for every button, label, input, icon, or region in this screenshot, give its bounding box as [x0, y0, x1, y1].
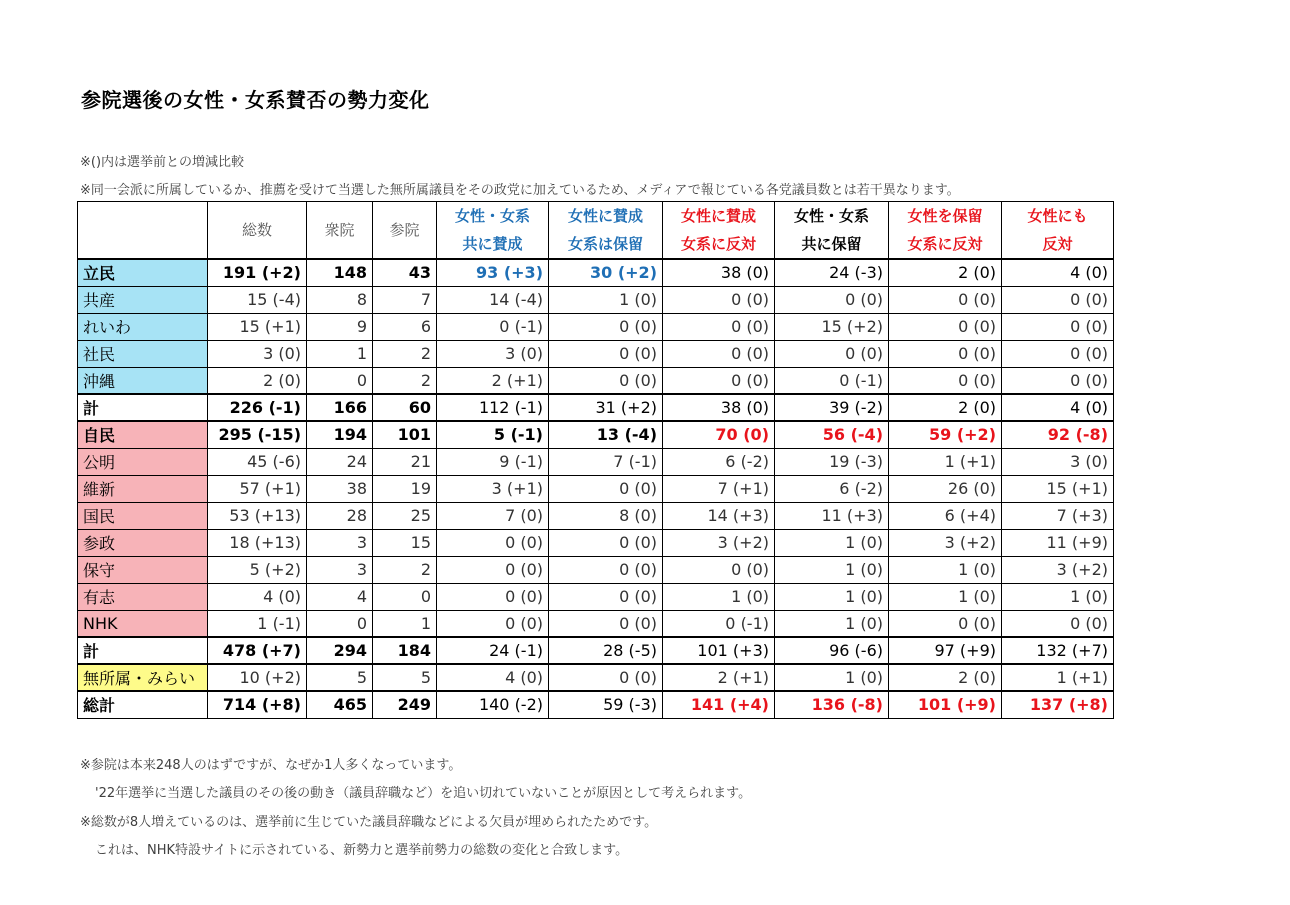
both-pending-cell: 24 (-3): [775, 259, 889, 286]
both-approve-cell: 0 (0): [437, 529, 549, 556]
female-approve-lineage-oppose-cell: 38 (0): [663, 259, 775, 286]
upper-house-count-cell: 15: [373, 529, 437, 556]
upper-house-count-cell: 25: [373, 502, 437, 529]
female-approve-lineage-oppose-cell: 101 (+3): [663, 637, 775, 664]
header-upper-house: 参院: [373, 202, 437, 260]
upper-house-count-cell: 19: [373, 475, 437, 502]
female-approve-lineage-pending-cell: 13 (-4): [549, 421, 663, 448]
both-approve-cell: 4 (0): [437, 664, 549, 691]
female-pending-lineage-oppose-cell: 0 (0): [889, 610, 1002, 637]
female-pending-lineage-oppose-cell: 0 (0): [889, 313, 1002, 340]
female-approve-lineage-oppose-cell: 0 (0): [663, 340, 775, 367]
footnote-total: ※総数が8人増えているのは、選挙前に生じていた議員辞職などによる欠員が埋められたためです。: [80, 815, 658, 830]
total-count-cell: 295 (-15): [208, 421, 307, 448]
female-approve-lineage-oppose-cell: 70 (0): [663, 421, 775, 448]
header-both-oppose: [1002, 202, 1114, 260]
party-name-cell: 社民: [78, 340, 208, 367]
female-approve-lineage-pending-cell: 59 (-3): [549, 691, 663, 718]
header-female-pending-lineage-oppose: [889, 202, 1002, 260]
both-oppose-cell: 0 (0): [1002, 340, 1114, 367]
party-name-cell: 国民: [78, 502, 208, 529]
note-methodology: ※同一会派に所属しているか、推薦を受けて当選した無所属議員をその政党に加えているため、メディアで報じている各党議員数とは若干異なります。: [80, 183, 960, 198]
subtotal-row: [78, 637, 1114, 664]
header-female-approve-lineage-pending: [549, 202, 663, 260]
both-pending-cell: 1 (0): [775, 529, 889, 556]
female-approve-lineage-oppose-cell: 14 (+3): [663, 502, 775, 529]
female-pending-lineage-oppose-cell: 59 (+2): [889, 421, 1002, 448]
female-approve-lineage-oppose-cell: 0 (0): [663, 556, 775, 583]
total-count-cell: 191 (+2): [208, 259, 307, 286]
table-row: [78, 583, 1114, 610]
header-line: 女性・女系: [793, 207, 869, 225]
header-line: 共に賛成: [462, 235, 523, 253]
female-approve-lineage-oppose-cell: 3 (+2): [663, 529, 775, 556]
female-approve-lineage-pending-cell: 8 (0): [549, 502, 663, 529]
table-row: [78, 664, 1114, 691]
upper-house-count-cell: 60: [373, 394, 437, 421]
both-oppose-cell: 132 (+7): [1002, 637, 1114, 664]
both-oppose-cell: 1 (+1): [1002, 664, 1114, 691]
party-name-cell: 無所属・みらい: [78, 664, 208, 691]
both-pending-cell: 1 (0): [775, 583, 889, 610]
table-row: [78, 421, 1114, 448]
female-approve-lineage-pending-cell: 0 (0): [549, 340, 663, 367]
both-approve-cell: 0 (0): [437, 583, 549, 610]
upper-house-count-cell: 7: [373, 286, 437, 313]
table-row: [78, 286, 1114, 313]
header-line: 女性に賛成: [567, 207, 643, 225]
both-approve-cell: 2 (+1): [437, 367, 549, 394]
header-total: 総数: [208, 202, 307, 260]
total-count-cell: 57 (+1): [208, 475, 307, 502]
both-approve-cell: 140 (-2): [437, 691, 549, 718]
total-count-cell: 15 (+1): [208, 313, 307, 340]
party-name-cell: 有志: [78, 583, 208, 610]
both-oppose-cell: 0 (0): [1002, 610, 1114, 637]
both-approve-cell: 93 (+3): [437, 259, 549, 286]
female-approve-lineage-oppose-cell: 7 (+1): [663, 475, 775, 502]
female-pending-lineage-oppose-cell: 6 (+4): [889, 502, 1002, 529]
party-name-cell: 維新: [78, 475, 208, 502]
lower-house-count-cell: 0: [307, 610, 373, 637]
female-approve-lineage-oppose-cell: 6 (-2): [663, 448, 775, 475]
party-table: [77, 201, 1114, 719]
party-name-cell: 共産: [78, 286, 208, 313]
both-pending-cell: 0 (0): [775, 340, 889, 367]
both-approve-cell: 3 (0): [437, 340, 549, 367]
both-oppose-cell: 4 (0): [1002, 259, 1114, 286]
header-line: 共に保留: [801, 235, 862, 253]
lower-house-count-cell: 4: [307, 583, 373, 610]
female-pending-lineage-oppose-cell: 0 (0): [889, 367, 1002, 394]
header-line: 女系に反対: [680, 235, 756, 253]
female-approve-lineage-pending-cell: 0 (0): [549, 313, 663, 340]
total-count-cell: 3 (0): [208, 340, 307, 367]
both-pending-cell: 39 (-2): [775, 394, 889, 421]
female-pending-lineage-oppose-cell: 0 (0): [889, 286, 1002, 313]
lower-house-count-cell: 28: [307, 502, 373, 529]
female-pending-lineage-oppose-cell: 0 (0): [889, 340, 1002, 367]
upper-house-count-cell: 184: [373, 637, 437, 664]
both-oppose-cell: 0 (0): [1002, 367, 1114, 394]
both-approve-cell: 112 (-1): [437, 394, 549, 421]
header-row: [78, 202, 1114, 260]
total-count-cell: 15 (-4): [208, 286, 307, 313]
both-pending-cell: 11 (+3): [775, 502, 889, 529]
female-approve-lineage-pending-cell: 0 (0): [549, 556, 663, 583]
header-lower-house: 衆院: [307, 202, 373, 260]
female-approve-lineage-pending-cell: 0 (0): [549, 367, 663, 394]
header-female-approve-lineage-oppose: [663, 202, 775, 260]
both-pending-cell: 0 (0): [775, 286, 889, 313]
both-oppose-cell: 15 (+1): [1002, 475, 1114, 502]
both-pending-cell: 6 (-2): [775, 475, 889, 502]
party-name-cell: NHK: [78, 610, 208, 637]
both-oppose-cell: 0 (0): [1002, 286, 1114, 313]
female-approve-lineage-pending-cell: 0 (0): [549, 610, 663, 637]
lower-house-count-cell: 3: [307, 529, 373, 556]
total-count-cell: 5 (+2): [208, 556, 307, 583]
grand-total-row: [78, 691, 1114, 718]
lower-house-count-cell: 1: [307, 340, 373, 367]
female-approve-lineage-oppose-cell: 141 (+4): [663, 691, 775, 718]
female-approve-lineage-oppose-cell: 0 (-1): [663, 610, 775, 637]
upper-house-count-cell: 2: [373, 556, 437, 583]
both-pending-cell: 56 (-4): [775, 421, 889, 448]
upper-house-count-cell: 6: [373, 313, 437, 340]
both-approve-cell: 0 (0): [437, 610, 549, 637]
female-approve-lineage-oppose-cell: 2 (+1): [663, 664, 775, 691]
female-pending-lineage-oppose-cell: 2 (0): [889, 664, 1002, 691]
table-row: [78, 529, 1114, 556]
upper-house-count-cell: 0: [373, 583, 437, 610]
note-comparison: ※()内は選挙前との増減比較: [80, 155, 245, 170]
both-oppose-cell: 92 (-8): [1002, 421, 1114, 448]
lower-house-count-cell: 294: [307, 637, 373, 664]
female-approve-lineage-pending-cell: 30 (+2): [549, 259, 663, 286]
total-count-cell: 2 (0): [208, 367, 307, 394]
female-pending-lineage-oppose-cell: 1 (0): [889, 556, 1002, 583]
lower-house-count-cell: 5: [307, 664, 373, 691]
both-oppose-cell: 7 (+3): [1002, 502, 1114, 529]
female-approve-lineage-pending-cell: 31 (+2): [549, 394, 663, 421]
total-count-cell: 45 (-6): [208, 448, 307, 475]
both-pending-cell: 96 (-6): [775, 637, 889, 664]
lower-house-count-cell: 148: [307, 259, 373, 286]
both-pending-cell: 15 (+2): [775, 313, 889, 340]
total-count-cell: 478 (+7): [208, 637, 307, 664]
lower-house-count-cell: 24: [307, 448, 373, 475]
total-count-cell: 53 (+13): [208, 502, 307, 529]
both-oppose-cell: 3 (0): [1002, 448, 1114, 475]
lower-house-count-cell: 0: [307, 367, 373, 394]
party-name-cell: 公明: [78, 448, 208, 475]
female-approve-lineage-oppose-cell: 0 (0): [663, 313, 775, 340]
upper-house-count-cell: 5: [373, 664, 437, 691]
page-title: 参院選後の女性・女系賛否の勢力変化: [81, 88, 430, 112]
upper-house-count-cell: 2: [373, 367, 437, 394]
party-name-cell: 保守: [78, 556, 208, 583]
both-oppose-cell: 11 (+9): [1002, 529, 1114, 556]
header-line: 女性を保留: [907, 207, 983, 225]
header-both-pending: [775, 202, 889, 260]
female-pending-lineage-oppose-cell: 2 (0): [889, 259, 1002, 286]
table-row: [78, 340, 1114, 367]
upper-house-count-cell: 101: [373, 421, 437, 448]
upper-house-count-cell: 21: [373, 448, 437, 475]
both-approve-cell: 0 (-1): [437, 313, 549, 340]
both-pending-cell: 19 (-3): [775, 448, 889, 475]
both-approve-cell: 14 (-4): [437, 286, 549, 313]
female-pending-lineage-oppose-cell: 2 (0): [889, 394, 1002, 421]
both-oppose-cell: 1 (0): [1002, 583, 1114, 610]
total-count-cell: 18 (+13): [208, 529, 307, 556]
both-approve-cell: 7 (0): [437, 502, 549, 529]
lower-house-count-cell: 9: [307, 313, 373, 340]
both-approve-cell: 9 (-1): [437, 448, 549, 475]
lower-house-count-cell: 166: [307, 394, 373, 421]
both-pending-cell: 1 (0): [775, 610, 889, 637]
table-row: [78, 556, 1114, 583]
header-line: 女性にも: [1027, 207, 1088, 225]
both-approve-cell: 0 (0): [437, 556, 549, 583]
table-row: [78, 502, 1114, 529]
party-name-cell: 参政: [78, 529, 208, 556]
table-row: [78, 475, 1114, 502]
footnote-upper-house: ※参院は本来248人のはずですが、なぜか1人多くなっています。: [80, 758, 462, 773]
both-pending-cell: 1 (0): [775, 556, 889, 583]
female-approve-lineage-pending-cell: 0 (0): [549, 583, 663, 610]
subtotal-row: [78, 394, 1114, 421]
female-approve-lineage-oppose-cell: 0 (0): [663, 286, 775, 313]
table-row: [78, 448, 1114, 475]
female-approve-lineage-oppose-cell: 0 (0): [663, 367, 775, 394]
female-approve-lineage-pending-cell: 0 (0): [549, 664, 663, 691]
upper-house-count-cell: 2: [373, 340, 437, 367]
lower-house-count-cell: 8: [307, 286, 373, 313]
female-approve-lineage-pending-cell: 0 (0): [549, 475, 663, 502]
both-oppose-cell: 4 (0): [1002, 394, 1114, 421]
total-count-cell: 714 (+8): [208, 691, 307, 718]
both-oppose-cell: 0 (0): [1002, 313, 1114, 340]
female-pending-lineage-oppose-cell: 101 (+9): [889, 691, 1002, 718]
upper-house-count-cell: 43: [373, 259, 437, 286]
header-line: 女性に賛成: [680, 207, 756, 225]
female-approve-lineage-oppose-cell: 1 (0): [663, 583, 775, 610]
party-name-cell: 計: [78, 394, 208, 421]
header-line: 反対: [1042, 235, 1073, 253]
female-pending-lineage-oppose-cell: 97 (+9): [889, 637, 1002, 664]
lower-house-count-cell: 38: [307, 475, 373, 502]
upper-house-count-cell: 1: [373, 610, 437, 637]
footnote-upper-house-reason: '22年選挙に当選した議員のその後の動き（議員辞職など）を追い切れていないことが原因として考えられます。: [95, 786, 752, 801]
lower-house-count-cell: 194: [307, 421, 373, 448]
lower-house-count-cell: 465: [307, 691, 373, 718]
header-line: 女性・女系: [454, 207, 530, 225]
both-approve-cell: 3 (+1): [437, 475, 549, 502]
upper-house-count-cell: 249: [373, 691, 437, 718]
female-approve-lineage-oppose-cell: 38 (0): [663, 394, 775, 421]
lower-house-count-cell: 3: [307, 556, 373, 583]
header-line: 女系は保留: [567, 235, 643, 253]
total-count-cell: 1 (-1): [208, 610, 307, 637]
female-approve-lineage-pending-cell: 0 (0): [549, 529, 663, 556]
total-count-cell: 10 (+2): [208, 664, 307, 691]
party-name-cell: 自民: [78, 421, 208, 448]
both-approve-cell: 5 (-1): [437, 421, 549, 448]
party-name-cell: 沖縄: [78, 367, 208, 394]
total-count-cell: 4 (0): [208, 583, 307, 610]
header-line: 女系に反対: [907, 235, 983, 253]
header-both-approve: [437, 202, 549, 260]
both-oppose-cell: 137 (+8): [1002, 691, 1114, 718]
total-count-cell: 226 (-1): [208, 394, 307, 421]
table-row: [78, 610, 1114, 637]
both-pending-cell: 136 (-8): [775, 691, 889, 718]
both-approve-cell: 24 (-1): [437, 637, 549, 664]
both-oppose-cell: 3 (+2): [1002, 556, 1114, 583]
female-approve-lineage-pending-cell: 7 (-1): [549, 448, 663, 475]
female-pending-lineage-oppose-cell: 1 (+1): [889, 448, 1002, 475]
both-pending-cell: 1 (0): [775, 664, 889, 691]
footnote-total-source: これは、NHK特設サイトに示されている、新勢力と選挙前勢力の総数の変化と合致します。: [95, 843, 629, 858]
table-row: [78, 367, 1114, 394]
party-name-cell: 立民: [78, 259, 208, 286]
female-pending-lineage-oppose-cell: 3 (+2): [889, 529, 1002, 556]
female-approve-lineage-pending-cell: 1 (0): [549, 286, 663, 313]
party-name-cell: れいわ: [78, 313, 208, 340]
party-name-cell: 計: [78, 637, 208, 664]
party-name-cell: 総計: [78, 691, 208, 718]
both-pending-cell: 0 (-1): [775, 367, 889, 394]
header-blank: [78, 202, 208, 260]
female-pending-lineage-oppose-cell: 26 (0): [889, 475, 1002, 502]
female-pending-lineage-oppose-cell: 1 (0): [889, 583, 1002, 610]
table-row: [78, 259, 1114, 286]
table-row: [78, 313, 1114, 340]
female-approve-lineage-pending-cell: 28 (-5): [549, 637, 663, 664]
